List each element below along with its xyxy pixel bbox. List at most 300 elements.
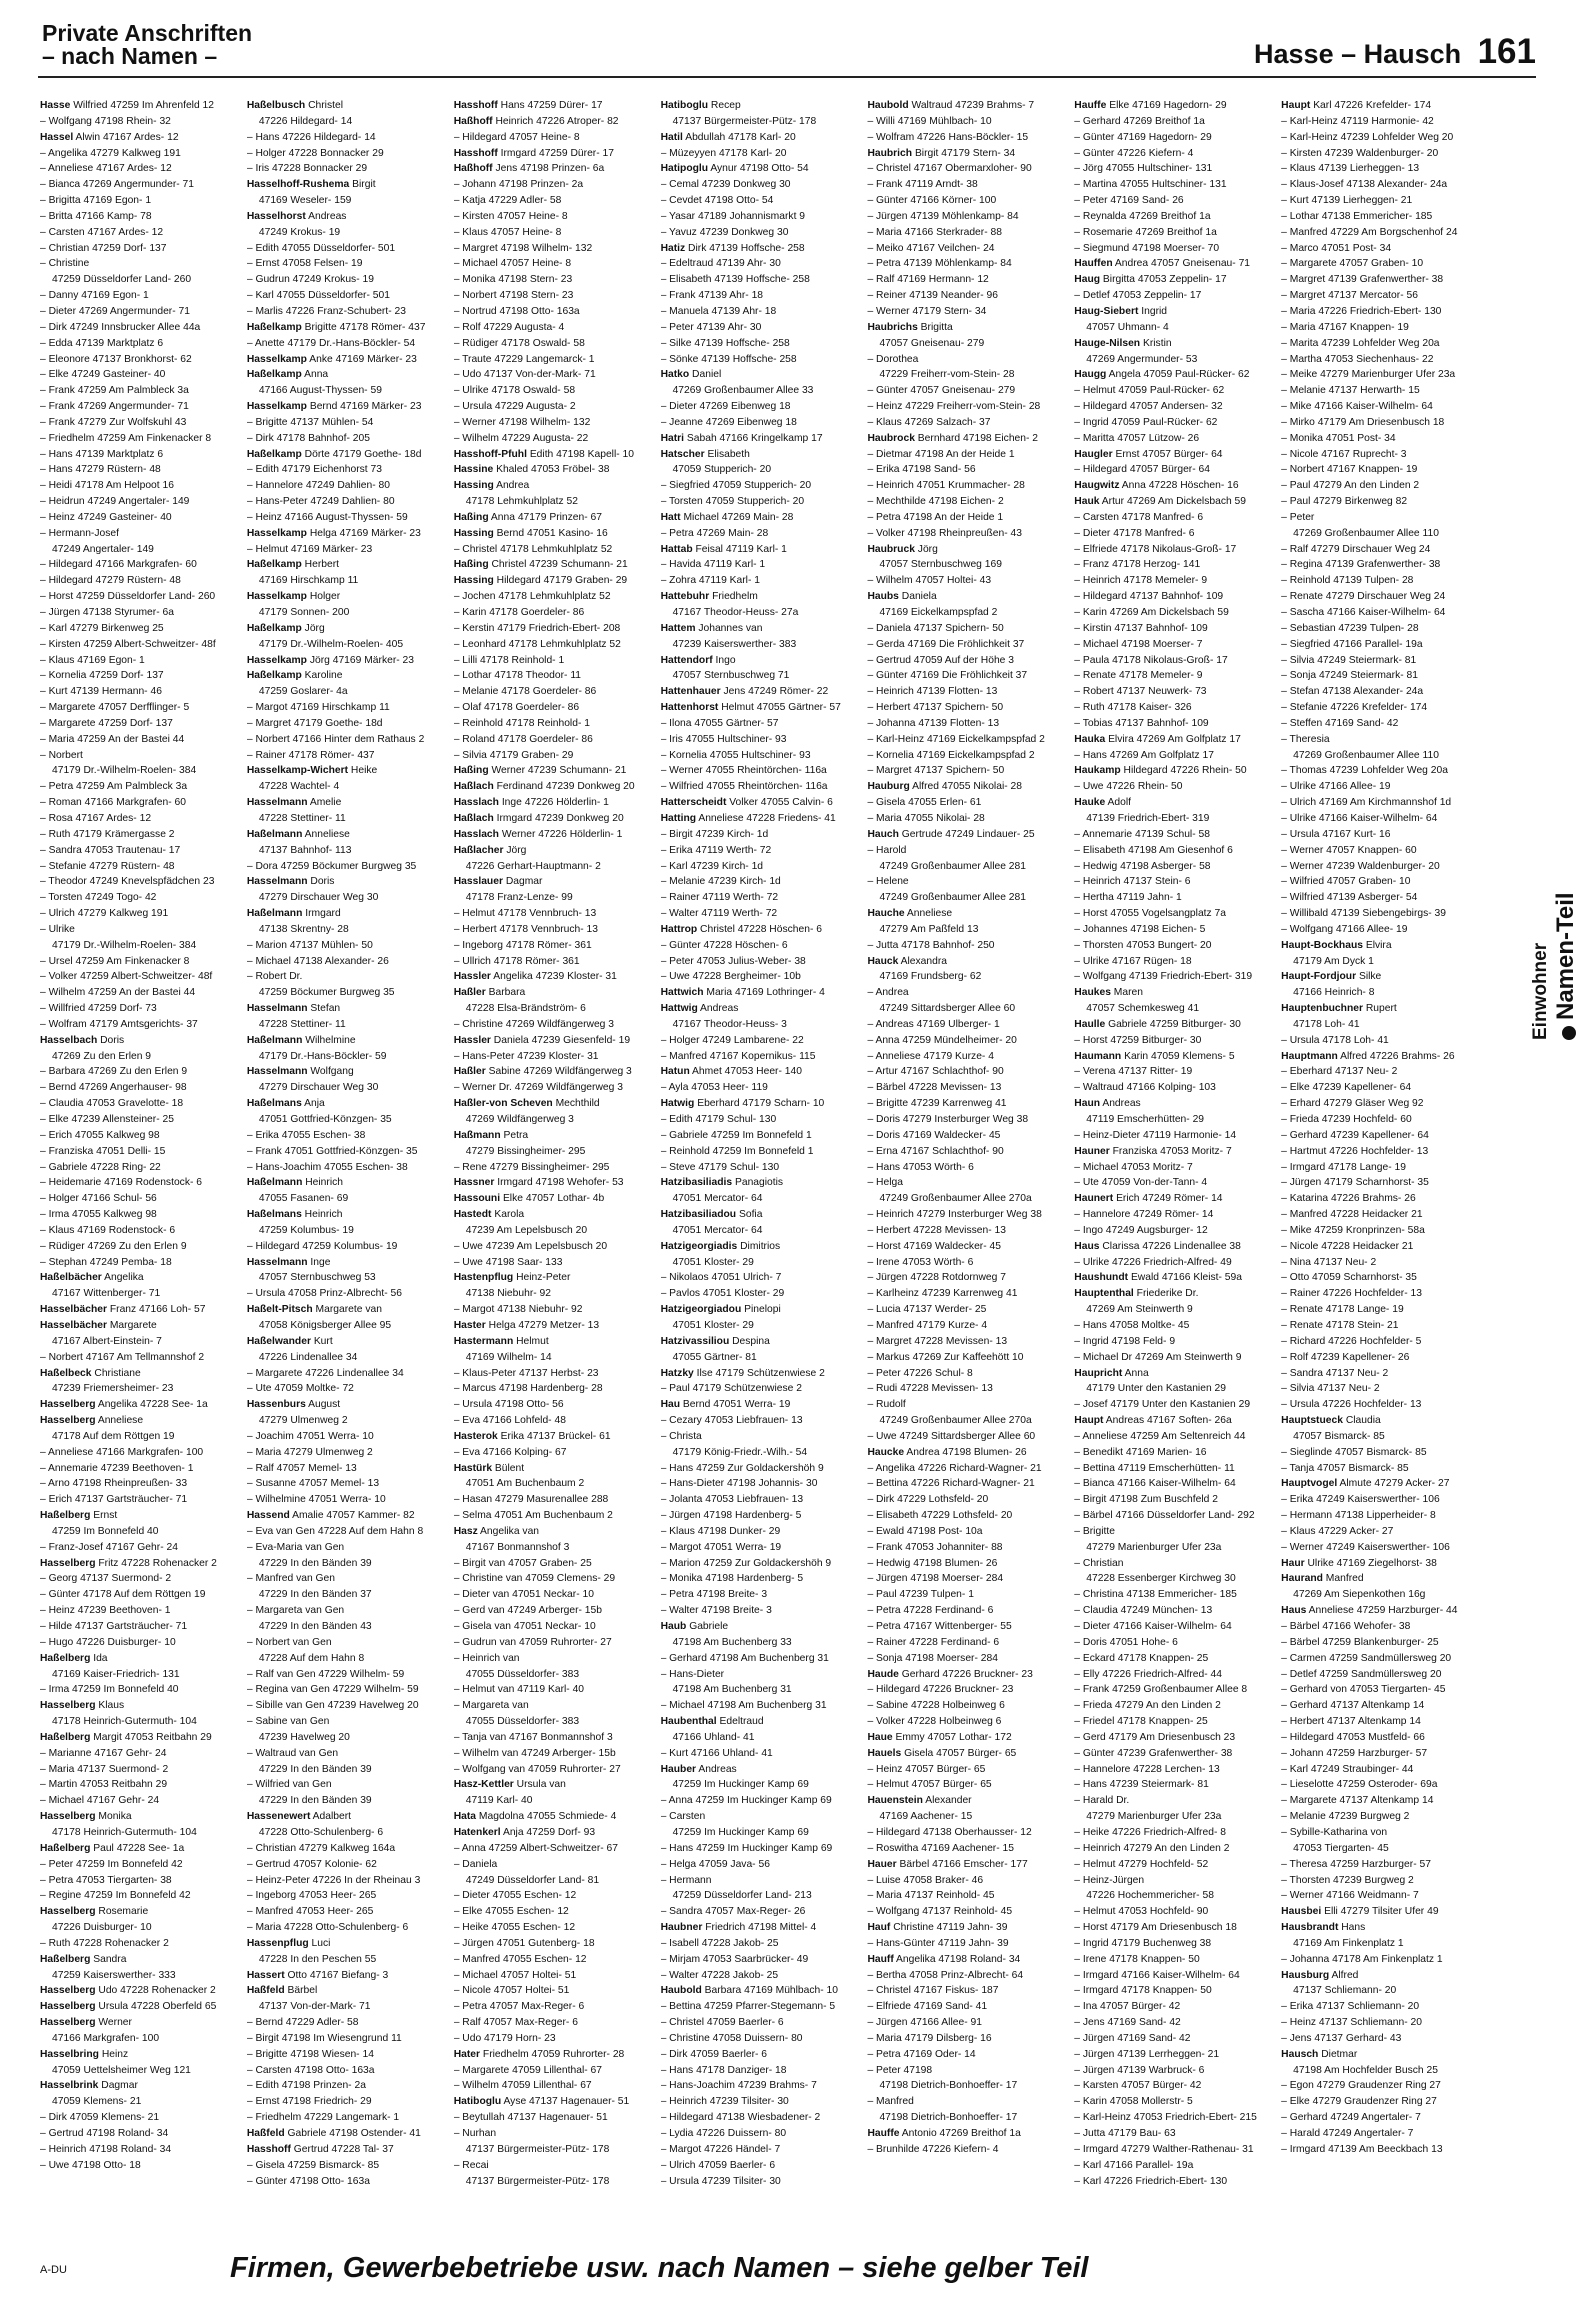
directory-entry [1074,510,1273,526]
directory-entry [661,304,860,320]
entry-details: – Norbert [40,749,83,761]
entry-details: – Bettina 47226 Richard-Wagner- 21 [867,1478,1035,1490]
entry-details: – Ilona 47055 Gärtner- 57 [660,717,779,729]
directory-entry [661,383,860,399]
entry-details: – Werner 47179 Stern- 34 [867,305,987,317]
entry-details: – Nicole 47057 Holtei- 51 [453,1985,570,1997]
entry-details: – Irmgard 47178 Lange- 19 [1281,1161,1406,1173]
entry-surname: Haurand [1281,1573,1323,1585]
entry-details: Clarissa 47226 Lindenallee 38 [1099,1240,1241,1252]
page-header [38,18,1536,78]
entry-details: – Johanna 47178 Am Finkenplatz 1 [1281,1953,1443,1965]
directory-column-3 [454,98,653,2236]
entry-details: – Maria 47137 Reinhold- 45 [867,1890,995,1902]
entry-details: – Bärbel 47166 Düsseldorfer Land- 292 [1074,1510,1255,1522]
entry-details: – Frieda 47239 Hochfeld- 60 [1281,1114,1412,1125]
entry-details: – Frieda 47279 An den Linden 2 [1074,1700,1221,1712]
directory-entry [661,320,860,336]
entry-details: – Manfred 47229 Am Borgschenhof 24 [1281,226,1458,238]
entry-surname: Hasselbrink [40,2080,99,2092]
entry-surname: Haupt-Fordjour [1281,971,1357,983]
entry-details: – Margret 47139 Grafenwerther- 38 [1281,274,1444,286]
directory-entry [1281,1112,1480,1128]
directory-entry [247,256,446,272]
directory-entry [867,1461,1066,1477]
directory-entry [661,1571,860,1587]
entry-details: 47229 In den Bänden 39 [258,1763,372,1775]
directory-entry [247,225,446,241]
entry-details: – Hans 47239 Steiermark- 81 [1074,1779,1209,1791]
directory-entry [1074,1777,1273,1793]
directory-entry [247,1698,446,1714]
entry-surname: Hassenburs [246,1399,306,1411]
entry-details: Franz 47166 Loh- 57 [106,1304,206,1316]
entry-surname: Hasselberg [40,1700,96,1712]
directory-entry [1074,478,1273,494]
entry-surname: Haugg [1074,369,1107,381]
entry-details: 47169 Kaiser-Friedrich- 131 [52,1668,180,1680]
entry-details: – Elke 47239 Kapellener- 64 [1281,1082,1412,1094]
directory-entry [867,1873,1066,1889]
entry-details: – Hans-Peter 47239 Kloster- 31 [453,1050,599,1062]
directory-entry [454,399,653,415]
entry-details: – Hermann-Josef [40,527,119,539]
directory-entry [247,700,446,716]
directory-entry [1281,1381,1480,1397]
entry-details: Rosemarie [95,1906,149,1918]
entry-details: – Daniela [453,1858,498,1870]
entry-details: – Birgit van 47057 Graben- 25 [453,1557,592,1569]
entry-details: – Paula 47178 Nikolaus-Groß- 17 [1074,654,1228,666]
entry-surname: Hastenpflug [453,1272,514,1284]
entry-details: – Rene 47279 Bissingheimer- 295 [453,1161,610,1173]
entry-details: – Norbert 47167 Am Tellmannshof 2 [40,1351,205,1363]
entry-details: – Stefanie 47279 Rüstern- 48 [40,860,175,872]
entry-details: 47178 Franz-Lenze- 99 [465,892,573,904]
entry-details: – Petra 47259 Am Palmbleck 3a [40,781,188,793]
directory-entry [1281,478,1480,494]
entry-details: – Doris 47051 Hohe- 6 [1074,1636,1178,1648]
directory-entry [867,209,1066,225]
directory-entry [661,1777,860,1793]
directory-entry [247,938,446,954]
entry-details: – Manfred van Gen [246,1573,336,1585]
directory-entry [40,1920,239,1936]
directory-entry [247,2142,446,2158]
directory-entry [247,1381,446,1397]
entry-details: – Irma 47055 Kalkweg 98 [40,1209,157,1221]
directory-entry [247,1128,446,1144]
directory-entry [454,605,653,621]
directory-entry [867,1651,1066,1667]
entry-details: – Hans-Günter 47119 Jahn- 39 [867,1937,1009,1949]
entry-details: – Ingrid 47198 Feld- 9 [1074,1335,1176,1347]
entry-surname: Haubrock [867,432,915,444]
entry-details: – Jörg 47055 Hultschiner- 131 [1074,163,1213,175]
directory-entry [40,1619,239,1635]
directory-entry [867,716,1066,732]
directory-entry [1281,1350,1480,1366]
entry-details: 47179 Dr.-Wilhelm-Roelen- 405 [258,638,404,650]
directory-entry [40,1207,239,1223]
entry-details: – Helmut 47169 Märker- 23 [246,543,373,555]
directory-entry [247,1524,446,1540]
directory-entry [867,763,1066,779]
entry-details: Angelika 47198 Roland- 34 [893,1953,1021,1965]
entry-details: – Johanna 47139 Flotten- 13 [867,717,1000,729]
directory-entry [40,304,239,320]
entry-details: 47259 Böckumer Burgweg 35 [258,987,395,999]
entry-details: Ferdinand 47239 Donkweg 20 [493,781,635,793]
entry-details: – Norbert 47167 Knappen- 19 [1281,464,1418,476]
entry-details: – Marianne 47167 Gehr- 24 [40,1747,167,1759]
directory-entry [1074,1302,1273,1318]
entry-details: – Wolfgang 47166 Allee- 19 [1281,923,1408,935]
directory-entry [40,557,239,573]
directory-entry [1281,272,1480,288]
entry-details: Almute 47279 Acker- 27 [1337,1478,1450,1490]
entry-surname: Hasselbächer [40,1304,107,1316]
directory-entry [247,1968,446,1984]
directory-entry [40,367,239,383]
directory-entry [40,1191,239,1207]
entry-details: – Frank 47259 Am Palmbleck 3a [40,385,189,397]
directory-entry [867,1255,1066,1271]
directory-entry [661,1651,860,1667]
entry-details: – Karl 47055 Düsseldorfer- 501 [246,290,390,302]
entry-details: – Maria 47167 Knappen- 19 [1281,321,1409,333]
directory-entry [867,922,1066,938]
entry-details: – Jürgen 47169 Sand- 42 [1074,2032,1191,2044]
directory-entry [867,1350,1066,1366]
entry-details: – Willibald 47139 Siebengebirgs- 39 [1281,908,1447,920]
directory-entry [1281,415,1480,431]
entry-surname: Hausburg [1281,1969,1330,1981]
entry-surname: Hasselkamp [246,353,307,365]
entry-details: – Elfriede 47169 Sand- 41 [867,2001,988,2013]
directory-entry [454,1461,653,1477]
entry-details: – Mike 47259 Kronprinzen- 58a [1281,1224,1425,1236]
entry-details: – Silvia 47179 Graben- 29 [453,749,574,761]
directory-entry [247,1239,446,1255]
entry-details: – Manfred 47228 Heidacker 21 [1281,1209,1423,1221]
directory-entry [1074,589,1273,605]
directory-entry [1074,1825,1273,1841]
directory-entry [247,1270,446,1286]
entry-surname: Haßing [453,765,489,777]
entry-details: – Susanne 47057 Memel- 13 [246,1478,380,1490]
entry-details: – Gerhard 47269 Breithof 1a [1074,115,1205,127]
entry-surname: Hattrop [660,923,698,935]
entry-details: 47051 Am Buchenbaum 2 [465,1478,585,1490]
directory-entry [867,938,1066,954]
entry-details: – Peter 47226 Schul- 8 [867,1367,973,1379]
side-tab-line2: Namen-Teil [1552,892,1579,1020]
directory-entry [867,1286,1066,1302]
directory-entry [1074,241,1273,257]
entry-surname: Hauptenbuchner [1281,1003,1363,1015]
entry-details: 47167 Bonmannshof 3 [465,1541,570,1553]
directory-entry [247,1619,446,1635]
directory-entry [1074,1461,1273,1477]
directory-entry [867,415,1066,431]
entry-surname: Haster [453,1319,486,1331]
directory-entry [247,573,446,589]
directory-entry [1074,415,1273,431]
directory-entry [661,1413,860,1429]
directory-entry [40,2126,239,2142]
directory-entry [661,98,860,114]
entry-details: – Karin 47058 Mollerstr- 5 [1074,2096,1193,2108]
entry-details: – Brigitte 47137 Mühlen- 54 [246,416,374,428]
directory-entry [1281,732,1480,748]
entry-surname: Haßelmann [246,1034,303,1046]
directory-entry [867,1381,1066,1397]
entry-details: – Walter 47119 Werth- 72 [660,908,778,920]
entry-surname: Hassler [453,1034,491,1046]
entry-surname: Hassing [453,527,494,539]
entry-surname: Hattwig [660,1003,698,1015]
entry-details: – Siegfried 47166 Parallel- 19a [1281,638,1423,650]
entry-details: – Kirstin 47137 Bahnhof- 109 [1074,622,1208,634]
directory-entry [1074,684,1273,700]
entry-details: 47055 Gärtner- 81 [672,1351,757,1363]
directory-entry [454,304,653,320]
directory-entry [40,843,239,859]
entry-details: – Peter [1281,511,1315,523]
directory-entry [454,1049,653,1065]
entry-details: Elvira [1362,939,1392,951]
directory-entry [454,1571,653,1587]
directory-entry [1281,763,1480,779]
entry-details: August [305,1399,341,1411]
entry-details: – Hans-Joachim 47239 Brahms- 7 [660,2080,817,2092]
directory-entry [1281,1255,1480,1271]
entry-details: 47229 In den Bänden 39 [258,1557,372,1569]
entry-details: – Karl-Heinz 47119 Harmonie- 42 [1281,115,1434,127]
entry-surname: Hatwig [660,1098,695,1110]
entry-details: Jörg [503,844,527,856]
entry-details: – Birgit 47239 Kirch- 1d [660,828,769,840]
directory-entry [247,1160,446,1176]
entry-details: – Daniela 47137 Spichern- 50 [867,622,1004,634]
entry-details: 47119 Emscherhütten- 29 [1086,1114,1205,1125]
directory-entry [454,256,653,272]
directory-entry [1074,1175,1273,1191]
entry-details: – Christian [1074,1557,1124,1569]
entry-details: – Sandra 47053 Trautenau- 17 [40,844,181,856]
directory-entry [867,2063,1066,2079]
entry-surname: Hasselberg [40,1906,96,1918]
entry-details: – Detlef 47259 Sandmüllersweg 20 [1281,1668,1442,1680]
entry-details: – Arno 47198 Rheinpreußen- 33 [40,1478,188,1490]
entry-surname: Hauch [867,828,899,840]
directory-entry [661,2094,860,2110]
directory-entry [454,1017,653,1033]
directory-entry [1281,542,1480,558]
entry-details: – Brigitte 47239 Karrenweg 41 [867,1098,1007,1110]
entry-details: – Brunhilde 47226 Kiefern- 4 [867,2143,999,2155]
entry-details: – Heinrich van [453,1652,520,1664]
directory-entry [661,811,860,827]
entry-details: – Bianca 47269 Angermunder- 71 [40,179,194,191]
directory-entry [1281,526,1480,542]
directory-entry [867,748,1066,764]
directory-entry [867,1746,1066,1762]
directory-entry [1074,2078,1273,2094]
directory-entry [40,431,239,447]
directory-entry [247,1286,446,1302]
entry-surname: Hauber [660,1763,697,1775]
entry-details: – Ingo 47249 Augsburger- 12 [1074,1224,1208,1236]
entry-details: – Dirk 47059 Klemens- 21 [40,2112,160,2124]
directory-entry [247,1603,446,1619]
directory-entry [661,336,860,352]
entry-details: Angelika 47228 See- 1a [95,1399,208,1411]
entry-details: – Petra 47139 Möhlenkamp- 84 [867,258,1012,270]
entry-details: – Ralf 47279 Dirschauer Weg 24 [1281,543,1431,555]
directory-entry [1074,1318,1273,1334]
entry-details: – Cemal 47239 Donkweg 30 [660,179,791,191]
entry-details: Ayse 47137 Hagenauer- 51 [501,2096,630,2108]
directory-entry [867,1223,1066,1239]
directory-entry [247,1556,446,1572]
directory-entry [1074,605,1273,621]
directory-entry [247,1318,446,1334]
directory-entry [40,542,239,558]
entry-details: – Joachim 47051 Werra- 10 [246,1430,374,1442]
entry-details: 47179 Dr.-Wilhelm-Roelen- 384 [52,765,197,777]
entry-details: 47259 Goslarer- 4a [258,686,348,698]
entry-details: – Edith 47055 Düsseldorfer- 501 [246,242,396,254]
entry-details: – Lilli 47178 Reinhold- 1 [453,654,565,666]
entry-details: – Johann 47198 Prinzen- 2a [453,179,584,191]
entry-surname: Haßelkamp [246,670,302,682]
entry-details: – Jutta 47178 Bahnhof- 250 [867,939,995,951]
directory-entry [40,2094,239,2110]
directory-entry [454,1920,653,1936]
entry-details: – Heinz 47229 Freiherr-vom-Stein- 28 [867,401,1041,413]
entry-details: – Eckard 47178 Knappen- 25 [1074,1652,1209,1664]
entry-details: – Eva-Maria van Gen [246,1541,345,1553]
entry-details: – Hans 47259 Im Huckinger Kamp 69 [660,1842,833,1854]
entry-details: – Anna 47259 Albert-Schweitzer- 67 [453,1842,619,1854]
directory-entry [661,716,860,732]
entry-surname: Haßelkamp [246,448,302,460]
entry-surname: Haubrichs [867,321,918,333]
entry-details: 47055 Düsseldorfer- 383 [465,1668,580,1680]
directory-entry [1074,2047,1273,2063]
entry-details: Dörte 47179 Goethe- 18d [301,448,422,460]
directory-entry [40,1064,239,1080]
directory-entry [247,462,446,478]
entry-details: – Eva van Gen 47228 Auf dem Hahn 8 [246,1525,424,1537]
entry-details: – Sonja 47198 Moerser- 284 [867,1652,998,1664]
directory-entry [40,1080,239,1096]
entry-details: – Gertrud 47198 Roland- 34 [40,2128,169,2139]
entry-details: – Helene [867,876,909,888]
entry-details: – Karl 47239 Kirch- 1d [660,860,764,872]
entry-surname: Haßelbeck [40,1367,92,1379]
entry-details: Bernd 47169 Märker- 23 [306,401,422,413]
entry-details: – Frank 47051 Gottfried-Könzgen- 35 [246,1145,418,1157]
entry-details: – Kornelia 47055 Hultschiner- 93 [660,749,811,761]
directory-entry [1074,352,1273,368]
entry-details: – Ursula 47226 Hochfelder- 13 [1281,1399,1422,1411]
entry-surname: Hasselberg [40,1985,96,1997]
entry-surname: Hauke [1074,797,1106,809]
directory-entry [247,1366,446,1382]
directory-entry [1281,1841,1480,1857]
directory-entry [1074,320,1273,336]
entry-details: – Rolf 47239 Kapellener- 26 [1281,1351,1410,1363]
entry-details: – Harald Dr. [1074,1795,1130,1807]
directory-entry [247,1777,446,1793]
directory-entry [867,2078,1066,2094]
directory-entry [247,843,446,859]
entry-surname: Haßhoff [453,163,493,175]
entry-surname: Hatiboglu [453,2096,502,2108]
entry-details: – Edith 47198 Prinzen- 2a [246,2080,366,2092]
directory-entry [1074,1381,1273,1397]
directory-entry [1281,1160,1480,1176]
entry-details: – Stefan 47138 Alexander- 24a [1281,686,1424,698]
entry-details: – Heike 47226 Friedrich-Alfred- 8 [1074,1826,1226,1838]
directory-entry [40,1270,239,1286]
directory-entry [1281,2142,1480,2158]
directory-entry [247,526,446,542]
footer-code: A-DU [40,2264,67,2276]
entry-details: – Volker 47198 Rheinpreußen- 43 [867,527,1022,539]
entry-details: Udo 47228 Rohenacker 2 [95,1985,216,1997]
entry-details: – Melanie 47239 Burgweg 2 [1281,1811,1410,1823]
entry-details: Adalbert [310,1811,352,1823]
entry-surname: Haucke [867,1446,905,1458]
directory-entry [247,241,446,257]
entry-details: 47269 Großenbaumer Allee 110 [1293,527,1439,539]
directory-entry [454,1096,653,1112]
directory-entry [247,1682,446,1698]
entry-details: – Horst 47259 Bitburger- 30 [1074,1034,1202,1046]
entry-details: – Dorothea [867,353,919,365]
entry-details: – Erika 47198 Sand- 56 [867,464,976,476]
directory-entry [661,763,860,779]
entry-details: Heinrich [302,1177,344,1189]
entry-details: – Heinz 47057 Bürger- 65 [867,1763,986,1775]
entry-details: Friedrich 47198 Mittel- 4 [702,1922,817,1934]
entry-details: – Holger 47228 Bonnacker 29 [246,147,384,159]
directory-entry [867,1318,1066,1334]
directory-entry [454,542,653,558]
directory-entry [40,288,239,304]
entry-details: Christine 47119 Jahn- 39 [890,1922,1008,1934]
entry-details: – Jürgen 47139 Möhlenkamp- 84 [867,210,1019,222]
entry-details: – Christa [660,1430,702,1442]
directory-entry [247,1952,446,1968]
entry-details: Dirk 47139 Hoffsche- 258 [685,242,805,254]
directory-entry [661,2047,860,2063]
entry-details: Jens 47249 Römer- 22 [720,686,829,698]
entry-details: – Holger 47166 Schul- 56 [40,1193,157,1205]
entry-details: – Jürgen 47139 Warbruck- 6 [1074,2064,1205,2076]
entry-details: Aynur 47198 Otto- 54 [708,163,809,175]
entry-details: 47179 Sonnen- 200 [258,607,350,618]
entry-details: Irmgard 47239 Donkweg 20 [493,812,624,824]
entry-details: Rupert [1362,1003,1397,1015]
entry-details: – Meiko 47167 Veilchen- 24 [867,242,995,254]
entry-details: – Kurt 47139 Lierheggen- 21 [1281,195,1413,207]
directory-entry [867,2047,1066,2063]
